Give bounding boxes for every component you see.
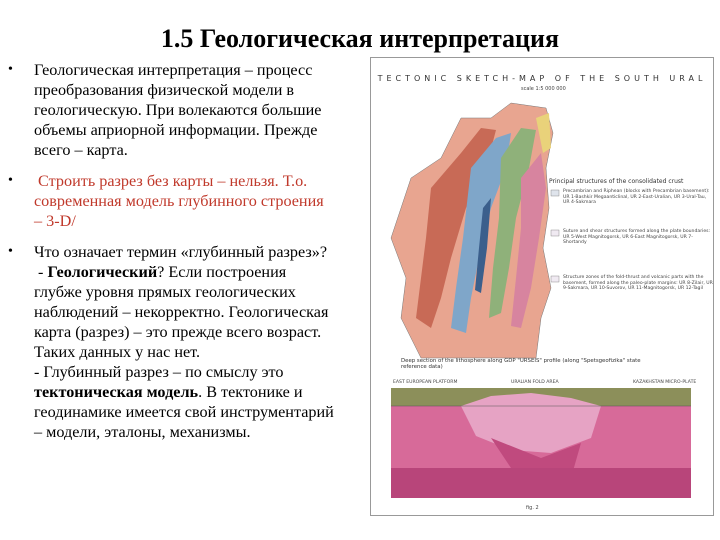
sub-line xyxy=(34,382,378,402)
bullet-text: Геологическая интерпретация – процесс xyxy=(34,61,313,79)
bullet-text: всего – карта. xyxy=(34,141,128,159)
sub-line: Таких данных у нас нет. xyxy=(34,343,201,361)
bold-term: Геологический xyxy=(47,263,158,281)
bullet-text: Строить разрез без карты – нельзя. Т.о. xyxy=(34,172,308,190)
bullet-text: геологическую. При волекаются большие xyxy=(34,101,322,119)
bullet-dot: • xyxy=(8,244,13,259)
bullet-text: преобразования физической модели в xyxy=(34,81,295,99)
legend-item: Suture and shear structures formed along the plate boundaries: UR 5-West Magnitogorsk, UR 6-East Magnitogorsk, UR 7-Shortandy xyxy=(563,229,711,245)
bullet-3 xyxy=(8,242,378,262)
bullet-text: – 3-D/ xyxy=(34,212,76,230)
section-title: Deep section of the lithosphere along GDP "URSEIS" profile (along "Spetsgeofizika" state reference data) xyxy=(401,358,641,370)
bullet-text: объемы априорной информации. Прежде xyxy=(34,121,318,139)
bullet-text: современная модель глубинного строения xyxy=(34,192,324,210)
bold-term: тектоническая модель xyxy=(34,383,199,401)
bullet-1 xyxy=(8,60,378,160)
legend-swatch xyxy=(551,276,559,282)
sub-paragraph xyxy=(8,262,378,442)
bullet-2 xyxy=(8,171,378,231)
sub-text: . В тектонике и xyxy=(198,383,303,401)
sub-line xyxy=(34,262,378,282)
section-center-label: URALIAN FOLD AREA xyxy=(511,380,559,385)
tectonic-map-figure xyxy=(370,57,714,516)
sub-line: глубже уровня прямых геологических xyxy=(34,283,296,301)
section-right-label: KAZAKHSTAN MICRO-PLATE xyxy=(633,380,697,385)
legend-item: Structure zones of the fold-thrust and volcanic parts with the basement, formed along the paleo-plate margins: UR 8-Zilair, UR 9-Sakmara, UR 10-Suvorov, UR 11-Magnitogorsk, UR 12-Tagil xyxy=(563,275,713,291)
slide-title: 1.5 Геологическая интерпретация xyxy=(160,24,560,53)
bullet-list xyxy=(8,60,378,442)
legend-swatch xyxy=(551,230,559,236)
bullet-dot: • xyxy=(8,62,13,77)
legend-item: Precambrian and Riphean (blocks with Precambrian basement): UR 1-Bashkir Megaanticlinal, UR 2-East-Uralian, UR 3-Ural-Tau, UR 4-Sakmara xyxy=(563,189,710,205)
sub-line: геодинамике имеется свой инструментарий xyxy=(34,403,334,421)
sub-line: карта (разрез) – это прежде всего возраст. xyxy=(34,323,322,341)
section-mantle xyxy=(391,468,691,498)
sub-line: наблюдений – некорректно. Геологическая xyxy=(34,303,329,321)
map-scale: scale 1:5 000 000 xyxy=(521,86,566,92)
bullet-text: Что означает термин «глубинный разрез»? xyxy=(34,243,328,261)
sub-text: ? Если построения xyxy=(157,263,287,281)
sub-line: - Глубинный разрез – по смыслу это xyxy=(34,363,284,381)
legend-title: Principal structures of the consolidated crust xyxy=(549,178,684,185)
sub-line: – модели, эталоны, механизмы. xyxy=(34,423,251,441)
bullet-dot: • xyxy=(8,173,13,188)
sub-text: - xyxy=(34,263,48,281)
map-header: TECTONIC SKETCH-MAP OF THE SOUTH URAL xyxy=(377,74,707,83)
figure-number: fig. 2 xyxy=(526,505,539,511)
legend-swatch xyxy=(551,190,559,196)
section-left-label: EAST EUROPEAN PLATFORM xyxy=(393,380,458,385)
